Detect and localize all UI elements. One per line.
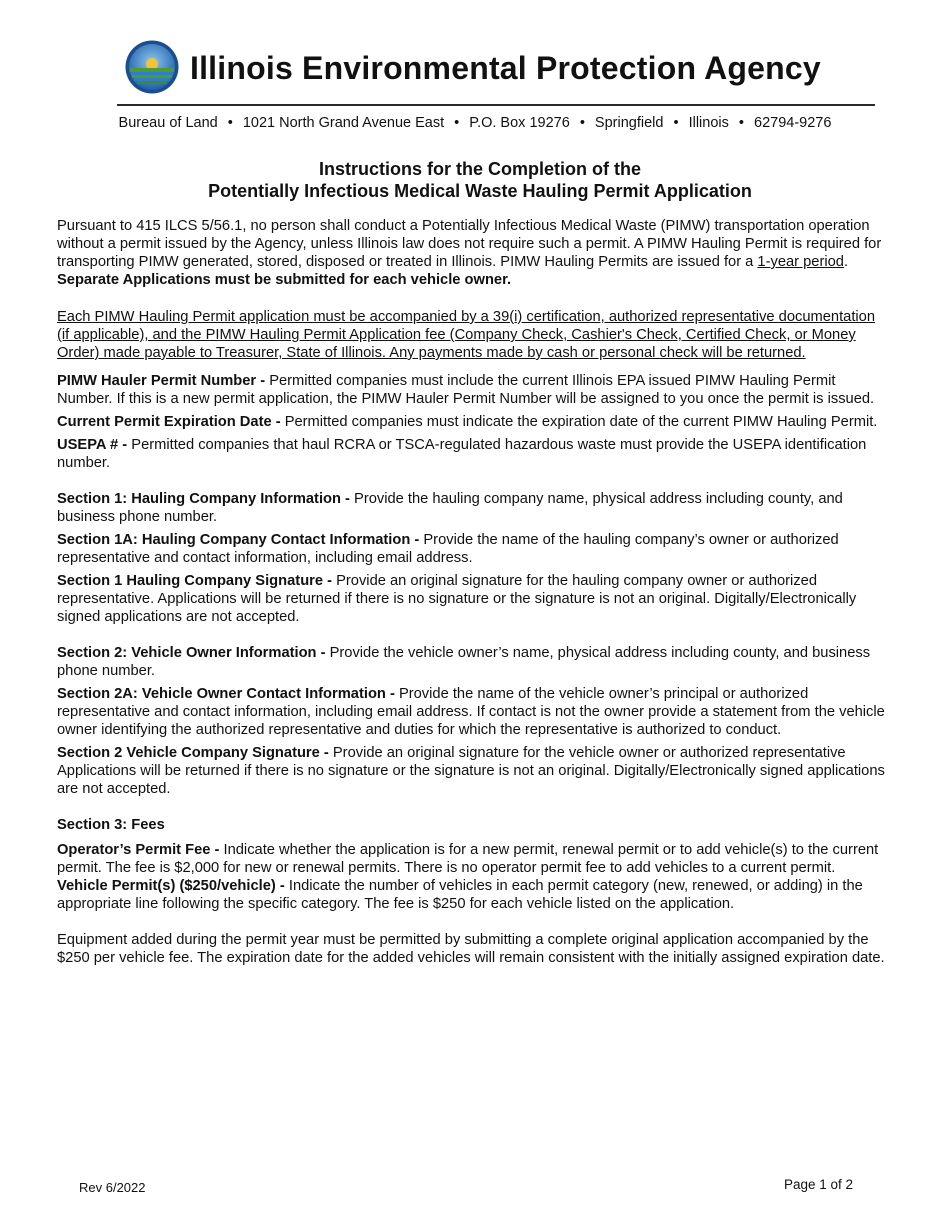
section-text: Provide the name of the vehicle owner’s principal or authorized representative and contact information, including email address. If contact is not the owner provide a statement from the vehicle owner identifying the authorized representative and duties for which the representative is authorized to conduct.	[57, 686, 885, 738]
address-po-box: P.O. Box 19276	[469, 115, 570, 131]
section-2-instruction	[57, 644, 885, 680]
section-text: Provide an original signature for the hauling company owner or authorized representative. Applications will be returned if there is no signature or the signature is not an original. Digitally/Electronically signed applications are not accepted.	[57, 573, 857, 625]
field-text: Permitted companies must indicate the expiration date of the current PIMW Hauling Permit.	[284, 414, 878, 430]
section-label: Section 1: Hauling Company Information -	[57, 491, 355, 507]
permit-period: 1-year period	[757, 254, 844, 270]
equipment-note: Equipment added during the permit year must be permitted by submitting a complete original application accompanied by the $250 per vehicle fee. The expiration date for the added vehicles will remain consistent with the initially assigned expiration date.	[57, 932, 885, 966]
field-label: Current Permit Expiration Date -	[57, 414, 285, 430]
section-text: Provide the name of the hauling company’s owner or authorized representative and contact information, including email address.	[57, 532, 839, 566]
address-city: Springfield	[594, 115, 664, 131]
section-3-heading: Section 3: Fees	[57, 817, 165, 833]
revision-date: Rev 6/2022	[79, 1180, 146, 1195]
section-text: Provide an original signature for the vehicle owner or authorized representative Applications will be returned if there is no signature or the signature is not an original. Digitally/Electronically signed applications are not accepted.	[57, 745, 885, 797]
section-text: Provide the vehicle owner’s name, physical address including county, and business phone number.	[57, 645, 871, 679]
section-text: Indicate the number of vehicles in each permit category (new, renewed, or adding) in the appropriate line following the specific category. The fee is $250 for each vehicle listed on the application.	[57, 878, 863, 912]
address-separator: •	[738, 115, 744, 131]
instructions-body	[57, 217, 885, 967]
agency-name: Illinois Environmental Protection Agency	[190, 50, 821, 86]
header-divider	[117, 104, 875, 106]
section-1-instruction	[57, 490, 885, 526]
address-zip: 62794-9276	[754, 115, 832, 131]
section-2a-instruction	[57, 685, 885, 739]
letterhead	[0, 38, 950, 98]
address-state: Illinois	[688, 115, 729, 131]
document-title-line-1: Instructions for the Completion of the	[319, 159, 641, 179]
address-separator: •	[454, 115, 460, 131]
address-bureau: Bureau of Land	[118, 115, 218, 131]
address-street: 1021 North Grand Avenue East	[242, 115, 445, 131]
section-2-signature-instruction	[57, 744, 885, 798]
document-title	[0, 158, 950, 202]
field-text: Permitted companies that haul RCRA or TSCA-regulated hazardous waste must provide the USEPA identification number.	[57, 437, 867, 471]
section-1a-instruction	[57, 531, 885, 567]
intro-text-after: .	[843, 254, 849, 270]
illinois-epa-logo-icon	[125, 40, 179, 94]
section-text: Indicate whether the application is for a new permit, renewal permit or to add vehicle(s) to the current permit. The fee is $2,000 for new or renewal permits. There is no operator permit fee to add vehicles to a current permit.	[57, 842, 879, 876]
vehicle-fee-instruction	[57, 877, 885, 913]
section-1-signature-instruction	[57, 572, 885, 626]
section-label: Section 1 Hauling Company Signature -	[57, 573, 337, 589]
field-text: Permitted companies must include the current Illinois EPA issued PIMW Hauling Permit Number. If this is a new permit application, the PIMW Hauler Permit Number will be assigned to you once the permit is issued.	[57, 373, 875, 407]
section-label: Section 1A: Hauling Company Contact Information -	[57, 532, 424, 548]
page-number: Page 1 of 2	[784, 1177, 854, 1192]
operator-fee-instruction	[57, 841, 885, 877]
requirement-note: Each PIMW Hauling Permit application must be accompanied by a 39(i) certification, authorized representative documentation (if applicable), and the PIMW Hauling Permit Application fee (Company Check, Cashier's Check, Certified Check, or Money Order) made payable to Treasurer, State of Illinois. Any payments made by cash or personal check will be returned.	[57, 309, 876, 361]
section-text: Provide the hauling company name, physical address including county, and business phone number.	[57, 491, 843, 525]
address-separator: •	[227, 115, 233, 131]
field-instruction	[57, 372, 885, 408]
section-label: Section 2: Vehicle Owner Information -	[57, 645, 330, 661]
field-instruction	[57, 436, 885, 472]
section-label: Operator’s Permit Fee -	[57, 842, 224, 858]
address-separator: •	[579, 115, 585, 131]
section-label: Vehicle Permit(s) ($250/vehicle) -	[57, 878, 289, 894]
field-label: USEPA # -	[57, 437, 132, 453]
agency-address	[0, 115, 950, 131]
document-title-line-2: Potentially Infectious Medical Waste Hauling Permit Application	[208, 181, 752, 201]
field-label: PIMW Hauler Permit Number -	[57, 373, 270, 389]
section-label: Section 2A: Vehicle Owner Contact Information -	[57, 686, 399, 702]
intro-paragraph	[57, 217, 885, 289]
intro-text: Pursuant to 415 ILCS 5/56.1, no person shall conduct a Potentially Infectious Medical Waste (PIMW) transportation operation without a permit issued by the Agency, unless Illinois law does not require such a permit. A PIMW Hauling Permit is required for transporting PIMW generated, stored, disposed or treated in Illinois. PIMW Hauling Permits are issued for a	[57, 218, 882, 270]
section-label: Section 2 Vehicle Company Signature -	[57, 745, 333, 761]
field-instruction	[57, 413, 885, 431]
address-separator: •	[673, 115, 679, 131]
separate-applications-note: Separate Applications must be submitted for each vehicle owner.	[57, 272, 512, 288]
